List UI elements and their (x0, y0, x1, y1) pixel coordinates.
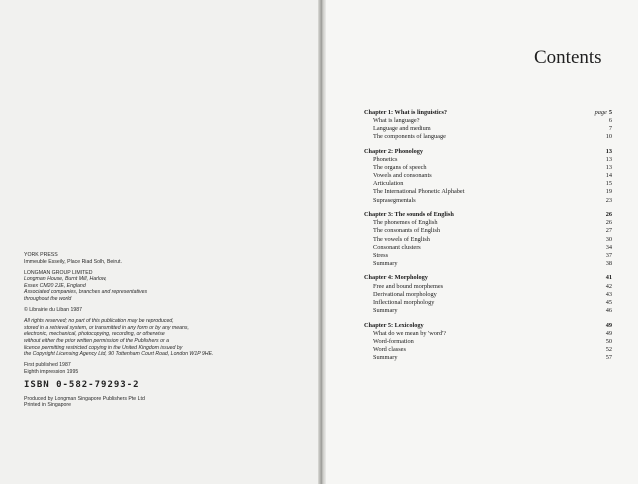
section-row (364, 219, 612, 227)
chapter-title: Chapter 5: Lexicology (364, 321, 424, 329)
publisher-address-line: Immeuble Esseily, Place Riad Solh, Beirut. (24, 258, 122, 265)
section-title: Word-formation (373, 337, 414, 345)
rights-line: electronic, mechanical, photocopying, recording, or otherwise (24, 331, 165, 338)
chapter-block (364, 322, 612, 362)
section-page-number: 34 (605, 243, 612, 251)
chapter-block (364, 211, 612, 268)
section-row (364, 291, 612, 299)
producer-line: Produced by Longman Singapore Publishers Pte Ltd (24, 395, 145, 402)
group-address-line: throughout the world (24, 296, 72, 303)
section-page-number: 13 (605, 164, 612, 172)
group-address-line: Essex CM20 2JE, England (24, 282, 86, 289)
copyright-line: © Librairie du Liban 1987 (24, 307, 83, 314)
left-page-imprint (0, 0, 318, 484)
copyright-notice (24, 307, 314, 314)
section-title: The phonemes of English (373, 219, 438, 227)
section-page-number: 42 (605, 282, 612, 290)
table-of-contents (364, 109, 612, 369)
section-title: Summary (373, 306, 398, 314)
section-page-number: 26 (605, 219, 612, 227)
section-row (364, 236, 612, 244)
chapter-title: Chapter 3: The sounds of English (364, 211, 454, 219)
section-row (364, 244, 612, 252)
section-title: Derivational morphology (373, 290, 437, 298)
chapter-page-number (606, 322, 612, 330)
section-row (364, 346, 612, 354)
section-row (364, 283, 612, 291)
rights-statement (24, 318, 314, 358)
section-title: Stress (373, 251, 389, 259)
section-page-number: 46 (605, 306, 612, 314)
section-page-number: 15 (605, 180, 612, 188)
rights-line: without either the prior written permission of the Publishers or a (24, 338, 170, 345)
chapter-page-number (606, 211, 612, 219)
chapter-title: Chapter 1: What is linguistics? (364, 109, 448, 116)
section-row (364, 156, 612, 164)
section-page-number: 19 (605, 188, 612, 196)
section-title: Vowels and consonants (373, 172, 432, 180)
chapter-page-number (606, 274, 612, 282)
rights-line: stored in a retrieval system, or transmitted in any form or by any means, (24, 324, 189, 331)
section-page-number: 49 (605, 329, 612, 337)
section-page-number: 27 (605, 227, 612, 235)
chapter-block (364, 109, 612, 141)
section-row (364, 125, 612, 133)
chapter-title: Chapter 4: Morphology (364, 274, 428, 282)
rights-line: licence permitting restricted copying in the United Kingdom issued by (24, 344, 183, 351)
group-address (24, 270, 314, 303)
section-row (364, 133, 612, 141)
section-row (364, 188, 612, 196)
section-row (364, 164, 612, 172)
rights-line: the Copyright Licensing Agency Ltd, 90 Tottenham Court Road, London W1P 9HE. (24, 351, 214, 358)
section-page-number: 52 (605, 345, 612, 353)
section-title: Summary (373, 259, 398, 267)
group-address-line: Associated companies, branches and representatives (24, 289, 148, 296)
section-page-number: 13 (605, 156, 612, 164)
group-address-line: Longman House, Burnt Mill, Harlow, (24, 276, 107, 283)
section-page-number: 30 (605, 235, 612, 243)
section-page-number: 37 (605, 251, 612, 259)
section-row (364, 252, 612, 260)
section-page-number: 45 (605, 298, 612, 306)
publication-dates (24, 362, 314, 375)
section-page-number: 38 (605, 259, 612, 267)
chapter-row (364, 211, 612, 219)
section-page-number: 14 (605, 172, 612, 180)
group-name: LONGMAN GROUP LIMITED (24, 269, 93, 276)
chapter-row (364, 148, 612, 156)
section-page-number: 43 (605, 290, 612, 298)
section-row (364, 354, 612, 362)
section-title: Suprasegmentals (373, 196, 416, 204)
section-title: The vowels of English (373, 235, 430, 243)
page-number: 49 (605, 321, 612, 329)
section-title: The consonants of English (373, 227, 440, 235)
section-title: Inflectional morphology (373, 298, 435, 306)
chapter-block (364, 274, 612, 314)
section-page-number: 23 (605, 196, 612, 204)
publisher-address (24, 252, 314, 265)
section-page-number: 10 (605, 133, 612, 141)
section-row (364, 338, 612, 346)
imprint-block (24, 252, 314, 413)
section-row (364, 197, 612, 205)
section-title: The organs of speech (373, 164, 427, 172)
section-title: Word classes (373, 345, 406, 353)
section-page-number: 50 (605, 337, 612, 345)
section-row (364, 299, 612, 307)
section-page-number: 7 (608, 125, 612, 133)
isbn-number: ISBN 0-582-79293-2 (24, 380, 140, 390)
page-number: 13 (605, 147, 612, 155)
section-row (364, 330, 612, 338)
section-row (364, 180, 612, 188)
chapter-page-number (595, 109, 612, 117)
chapter-row (364, 109, 612, 117)
section-title: The International Phonetic Alphabet (373, 188, 465, 196)
printer-info (24, 396, 314, 409)
rights-line: All rights reserved; no part of this publication may be reproduced, (24, 318, 174, 325)
page-number: 26 (605, 211, 612, 219)
chapter-row (364, 322, 612, 330)
section-title: Consonant clusters (373, 243, 421, 251)
section-title: Phonetics (373, 156, 398, 164)
section-page-number: 6 (608, 117, 612, 125)
section-row (364, 172, 612, 180)
page-number: 41 (605, 274, 612, 282)
page-number: 5 (608, 109, 612, 116)
book-gutter (318, 0, 326, 484)
section-row (364, 307, 612, 315)
section-title: Language and medium (373, 125, 431, 133)
section-title: Articulation (373, 180, 404, 188)
section-title: Summary (373, 353, 398, 361)
chapter-page-number (606, 148, 612, 156)
publisher-name: YORK PRESS (24, 252, 58, 258)
section-page-number: 57 (605, 353, 612, 361)
contents-title: Contents (534, 47, 602, 68)
section-title: What do we mean by 'word'? (373, 329, 447, 337)
printed-in-line: Printed in Singapore (24, 402, 72, 409)
chapter-title: Chapter 2: Phonology (364, 147, 424, 155)
section-title: The components of language (373, 133, 446, 141)
section-row (364, 260, 612, 268)
section-row (364, 117, 612, 125)
page-word-label: page (594, 109, 607, 116)
chapter-block (364, 148, 612, 205)
impression: Eighth impression 1995 (24, 368, 79, 375)
first-published: First published 1987 (24, 362, 71, 369)
section-title: What is language? (373, 117, 420, 125)
chapter-row (364, 274, 612, 282)
section-title: Free and bound morphemes (373, 282, 444, 290)
section-row (364, 227, 612, 235)
